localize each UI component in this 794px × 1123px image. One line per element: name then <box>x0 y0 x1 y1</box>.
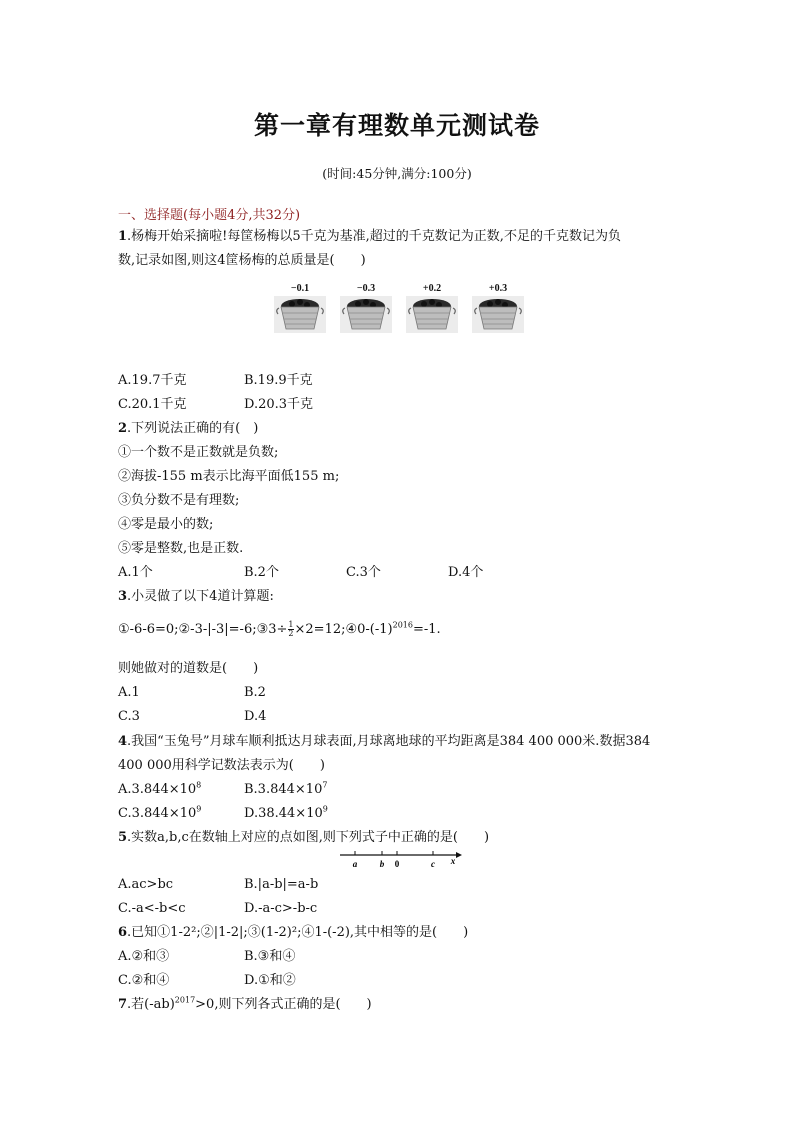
section-heading: 一、选择题(每小题4分,共32分) <box>118 208 301 223</box>
basket-label: −0.1 <box>290 283 310 294</box>
q4-stem-line1: 4.我国“玉兔号”月球车顺利抵达月球表面,月球离地球的平均距离是384 400 000米.数据384 <box>118 734 651 749</box>
basket-icon <box>274 296 326 333</box>
fraction-one-half: $\frac{1}{2}$ <box>288 620 294 638</box>
q3-option-a: A.1 <box>118 685 140 700</box>
basket-label: +0.3 <box>488 283 508 294</box>
q2-options <box>118 564 538 582</box>
q2-statement-2: ②海拔-155 m表示比海平面低155 m; <box>118 469 340 484</box>
q3-ask: 则她做对的道数是( ) <box>118 661 259 676</box>
q5-stem: 5.实数a,b,c在数轴上对应的点如图,则下列式子中正确的是( ) <box>118 830 490 845</box>
q2-option-b: B.2个 <box>244 565 279 580</box>
q1-options-row1 <box>118 372 418 390</box>
q3-stem: 3.小灵做了以下4道计算题: <box>118 589 274 604</box>
q5-option-c: C.-a<-b<c <box>118 901 186 916</box>
q4-option-c: $C.3.844\times 10^9$ <box>118 804 202 821</box>
q5-option-b: B.|a-b|=a-b <box>244 877 319 892</box>
q3-option-b: B.2 <box>244 685 266 700</box>
q1-option-d: D.20.3千克 <box>244 397 314 412</box>
basket-1 <box>274 283 326 333</box>
q1-option-a: A.19.7千克 <box>118 373 187 388</box>
basket-icon <box>406 296 458 333</box>
exam-info: (时间:45分钟,满分:100分) <box>322 166 472 181</box>
q1-options-row2 <box>118 396 418 414</box>
axis-label-zero: 0 <box>394 859 400 869</box>
q3-expressions: ①-6-6=0;②-3-|-3|=-6;③3÷ $\frac{1}{2}$ $\times 2=12;④0-(-1)^{2016}=-1$. <box>118 620 441 638</box>
q5-option-d: D.-a-c>-b-c <box>244 901 318 916</box>
axis-label-x: x <box>450 856 456 866</box>
basket-2 <box>340 283 392 333</box>
q6-options-row2 <box>118 972 418 990</box>
q5-options-row1 <box>118 876 418 894</box>
q6-option-d: D.①和② <box>244 973 296 988</box>
q2-statement-5: ⑤零是整数,也是正数. <box>118 541 244 556</box>
q6-option-b: B.③和④ <box>244 949 296 964</box>
q3-option-d: D.4 <box>244 709 267 724</box>
basket-icon <box>472 296 524 333</box>
q6-options-row1 <box>118 948 418 966</box>
q4-options-row2 <box>118 805 418 823</box>
q2-statement-3: ③负分数不是有理数; <box>118 493 240 508</box>
q4-option-a: $A.3.844\times 10^8$ <box>118 780 202 797</box>
axis-label-b: b <box>379 859 385 869</box>
q5-options-row2 <box>118 900 418 918</box>
q2-stem: 2.下列说法正确的有( ) <box>118 421 259 436</box>
q1-option-c: C.20.1千克 <box>118 397 187 412</box>
q1-stem-line2: 数,记录如图,则这4筐杨梅的总质量是( ) <box>118 253 366 268</box>
basket-4 <box>472 283 524 333</box>
number-line-figure <box>338 848 462 870</box>
q3-options-row1 <box>118 684 418 702</box>
q3-options-row2 <box>118 708 418 726</box>
q4-options-row1 <box>118 781 418 799</box>
basket-icon <box>340 296 392 333</box>
q2-option-c: C.3个 <box>346 565 381 580</box>
q4-option-d: $D.38.44\times 10^9$ <box>244 804 328 821</box>
basket-label: −0.3 <box>356 283 376 294</box>
q4-option-b: $B.3.844\times 10^7$ <box>244 780 328 797</box>
q2-option-a: A.1个 <box>118 565 153 580</box>
q1-stem-line1: 1.杨梅开始采摘啦!每筐杨梅以5千克为基准,超过的千克数记为正数,不足的千克数记为负 <box>118 229 621 244</box>
q1-option-b: B.19.9千克 <box>244 373 313 388</box>
q6-option-a: A.②和③ <box>118 949 170 964</box>
basket-3 <box>406 283 458 333</box>
axis-label-c: c <box>431 859 435 869</box>
q5-option-a: A.ac>bc <box>118 877 174 892</box>
axis-label-a: a <box>352 859 358 869</box>
q7-stem: 7.若$(-ab)^{2017}>0$,则下列各式正确的是( ) <box>118 995 372 1012</box>
q2-statement-4: ④零是最小的数; <box>118 517 214 532</box>
q4-stem-line2: 400 000用科学记数法表示为( ) <box>118 758 325 773</box>
q3-option-c: C.3 <box>118 709 140 724</box>
q6-option-c: C.②和④ <box>118 973 170 988</box>
q6-stem: 6.已知①1-2²;②|1-2|;③(1-2)²;④1-(-2),其中相等的是( ) <box>118 925 469 940</box>
basket-label: +0.2 <box>422 283 442 294</box>
q2-statement-1: ①一个数不是正数就是负数; <box>118 445 279 460</box>
page-title: 第一章有理数单元测试卷 <box>253 111 540 140</box>
q2-option-d: D.4个 <box>448 565 484 580</box>
